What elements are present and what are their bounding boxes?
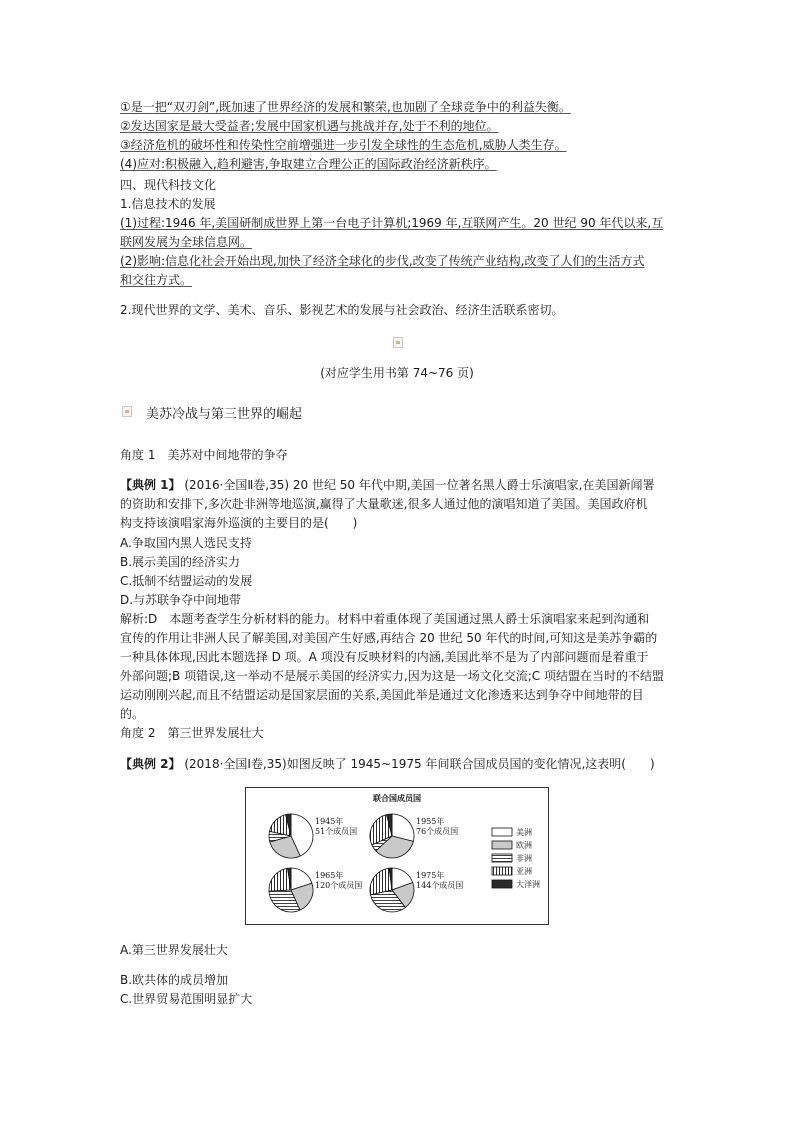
section-heading: 四、现代科技文化 (120, 178, 217, 192)
example-1-option-c: C.抵制不结盟运动的发展 (120, 574, 253, 588)
summary-line-2: ②发达国家是最大受益者;发展中国家机遇与挑战并存,处于不利的地位。 (120, 119, 499, 133)
example-1-question-line-3: 构支持该演唱家海外巡演的主要目的是( ) (120, 516, 358, 530)
example-1-option-d: D.与苏联争夺中间地带 (120, 593, 242, 607)
pie-3-year-label: 1975年 (416, 871, 445, 880)
pie-3-slice-3 (370, 868, 392, 895)
analysis-line-2: 宣传的作用让非洲人民了解美国,对美国产生好感,再结合 20 世纪 50 年代的时间,可知这是美苏争霸的 (120, 631, 658, 645)
legend-swatch-4 (492, 880, 512, 888)
chart-title: 联合国成员国 (373, 793, 421, 803)
impact-line-1: (2)影响:信息化社会开始出现,加快了经济全球化的步伐,改变了传统产业结构,改变了人们的生活方式 (120, 254, 645, 268)
subsection-1-title: 1.信息技术的发展 (120, 197, 216, 211)
example-2-tag: 【典例 2】 (120, 757, 181, 771)
analysis-line-4: 外部问题;B 项错误,这一举动不是展示美国的经济实力,因为这是一场文化交流;C 项结盟在当时的不结盟 (120, 669, 664, 683)
legend-label-0: 美洲 (516, 828, 532, 837)
pie-1-year-label: 1955年 (416, 817, 445, 826)
pie-0-count-label: 51个成员国 (315, 827, 358, 836)
example-1-option-a: A.争取国内黑人选民支持 (120, 536, 252, 550)
example-1-option-b: B.展示美国的经济实力 (120, 555, 241, 569)
legend-swatch-0 (492, 828, 512, 836)
un-members-chart (245, 787, 549, 925)
summary-line-3: ③经济危机的破坏性和传染性空前增强进一步引发全球性的生态危机,威胁人类生存。 (120, 138, 567, 152)
summary-line-4: (4)应对:积极融入,趋利避害,争取建立合理公正的国际政治经济新秩序。 (120, 157, 497, 171)
angle-1-title: 角度 1 美苏对中间地带的争夺 (120, 448, 288, 462)
legend-swatch-1 (492, 841, 512, 849)
angle-2-title: 角度 2 第三世界发展壮大 (120, 726, 264, 740)
example-1-tag: 【典例 1】 (120, 478, 181, 492)
example-2-option-c: C.世界贸易范围明显扩大 (120, 992, 253, 1006)
analysis-line-1: 解析:D 本题考查学生分析材料的能力。材料中着重体现了美国通过黑人爵士乐演唱家来起到沟通和 (120, 612, 650, 626)
summary-line-1: ①是一把“双刃剑”,既加速了世界经济的发展和繁荣,也加剧了全球竞争中的利益失衡。 (120, 100, 571, 114)
legend-label-2: 非洲 (516, 854, 532, 863)
legend-label-3: 亚洲 (516, 867, 532, 876)
image-placeholder-icon (393, 337, 403, 348)
page-reference: (对应学生用书第 74~76 页) (320, 366, 474, 380)
topic-title: 美苏冷战与第三世界的崛起 (146, 407, 303, 422)
analysis-line-3: 一种具体体现,因此本题选择 D 项。A 项没有反映材料的内涵,美国此举不是为了内部问题而是着重于 (120, 650, 649, 664)
example-2-option-b: B.欧共体的成员增加 (120, 973, 229, 987)
process-line-2: 联网发展为全球信息网。 (120, 235, 253, 249)
subsection-2-text: 2.现代世界的文学、美术、音乐、影视艺术的发展与社会政治、经济生活联系密切。 (120, 303, 564, 317)
legend-swatch-2 (492, 854, 512, 862)
pie-3-count-label: 144个成员国 (416, 881, 464, 890)
example-2-question (120, 755, 655, 774)
example-1-question-line-2: 的资助和安排下,多次赴非洲等地巡演,赢得了大量歌迷,很多人通过他的演唱知道了美国。美国政府机 (120, 497, 648, 511)
legend-label-4: 大洋洲 (516, 880, 540, 889)
pie-2-year-label: 1965年 (315, 871, 344, 880)
analysis-line-5: 运动刚刚兴起,而且不结盟运动是国家层面的关系,美国此举是通过文化渗透来达到争夺中间地带的目 (120, 688, 644, 702)
pie-0-year-label: 1945年 (315, 817, 344, 826)
example-1-question-line-1 (120, 476, 655, 495)
analysis-line-6: 的。 (120, 707, 145, 721)
topic-image-placeholder-icon (122, 406, 132, 417)
pie-1-count-label: 76个成员国 (416, 827, 459, 836)
process-line-1: (1)过程:1946 年,美国研制成世界上第一台电子计算机;1969 年,互联网产生。20 世纪 90 年代以来,互 (120, 216, 664, 230)
chart-svg (246, 788, 548, 924)
example-2-option-a: A.第三世界发展壮大 (120, 943, 228, 957)
example-1-q1: (2016·全国Ⅱ卷,35) 20 世纪 50 年代中期,美国一位著名黑人爵士乐演唱家,在美国新闻署 (184, 478, 655, 492)
legend-label-1: 欧洲 (516, 841, 532, 850)
legend-swatch-3 (492, 867, 512, 875)
pie-2-count-label: 120个成员国 (315, 881, 363, 890)
impact-line-2: 和交往方式。 (120, 273, 193, 287)
example-2-q1: (2018·全国Ⅰ卷,35)如图反映了 1945~1975 年间联合国成员国的变化情况,这表明( ) (184, 757, 655, 771)
